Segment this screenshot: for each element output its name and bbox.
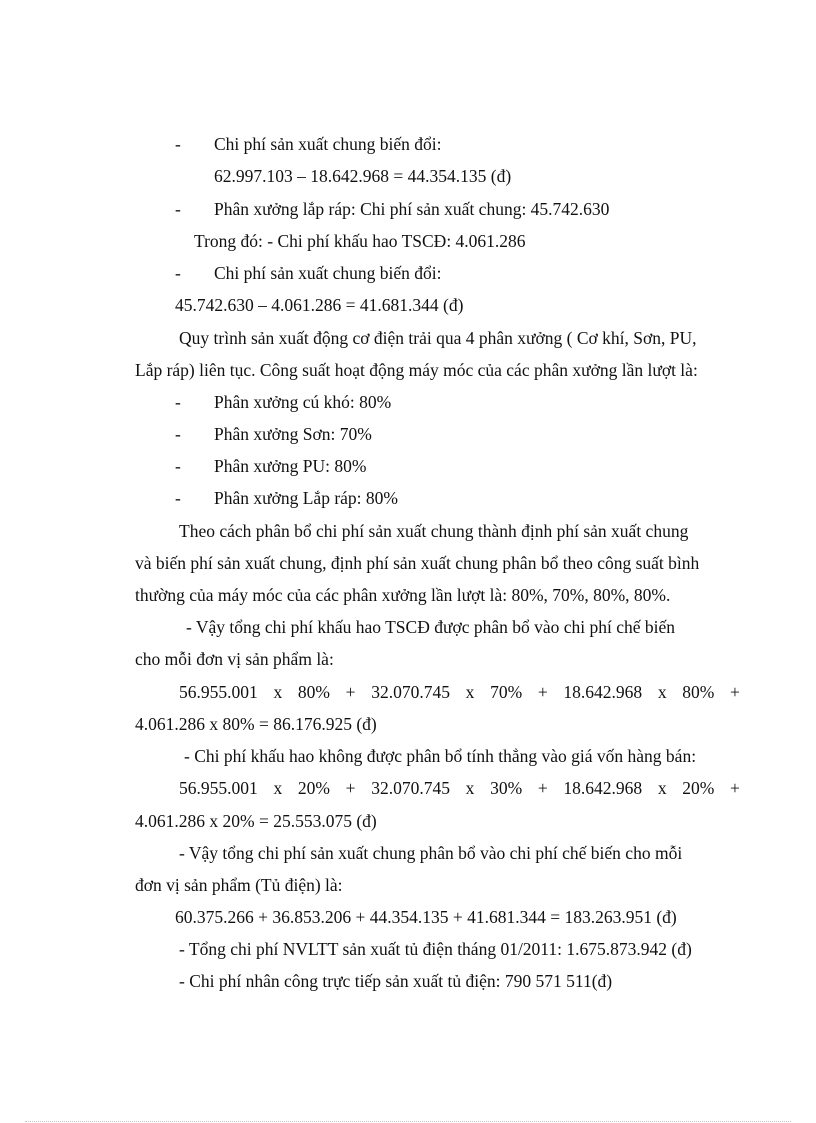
bullet-dash: - [175,488,181,508]
unallocated-formula-line [179,777,740,799]
formula-term: 20% [682,778,715,798]
allocation-paragraph-line: và biến phí sản xuất chung, định phí sản xuất chung phân bổ theo công suất bình [135,553,700,573]
bullet-dash: - [175,134,181,154]
direct-labor-cost: - Chi phí nhân công trực tiếp sản xuất tủ điện: 790 571 511(đ) [179,971,613,991]
total-overhead-formula: 60.375.266 + 36.853.206 + 44.354.135 + 41.681.344 = 183.263.951 (đ) [175,907,677,927]
formula-term: x [273,778,283,798]
variable-overhead-heading: Chi phí sản xuất chung biến đổi: [214,134,442,154]
allocated-formula-result: 4.061.286 x 80% = 86.176.925 (đ) [135,714,377,734]
formula-term: 18.642.968 [563,682,643,702]
process-paragraph-line: Quy trình sản xuất động cơ điện trải qua 4 phân xưởng ( Cơ khí, Sơn, PU, [179,328,697,348]
formula-term: + [730,682,740,702]
formula-term: 80% [297,682,330,702]
unallocated-formula-result: 4.061.286 x 20% = 25.553.075 (đ) [135,811,377,831]
allocated-depreciation-heading: - Vậy tổng chi phí khấu hao TSCĐ được phân bổ vào chi phí chế biến [186,617,676,637]
total-overhead-heading: - Vậy tổng chi phí sản xuất chung phân bổ vào chi phí chế biến cho mỗi [179,843,683,863]
formula-term: + [730,778,740,798]
allocation-paragraph-line: thường của máy móc của các phân xưởng lần lượt là: 80%, 70%, 80%, 80%. [135,585,671,605]
total-overhead-heading: đơn vị sản phẩm (Tủ điện) là: [135,875,343,895]
allocation-paragraph-line: Theo cách phân bổ chi phí sản xuất chung thành định phí sản xuất chung [179,521,689,541]
formula-term: 20% [297,778,330,798]
bullet-dash: - [175,199,181,219]
formula-term: + [537,778,548,798]
unallocated-depreciation-heading: - Chi phí khấu hao không được phân bổ tính thẳng vào giá vốn hàng bán: [184,746,697,766]
depreciation-line: Trong đó: - Chi phí khấu hao TSCĐ: 4.061.286 [194,231,526,251]
bullet-dash: - [175,263,181,283]
footer-divider [25,1121,791,1122]
formula-term: 32.070.745 [371,682,450,702]
workshop-capacity-item: Phân xưởng Sơn: 70% [214,424,372,444]
formula-term: + [537,682,548,702]
workshop-capacity-item: Phân xưởng Lắp ráp: 80% [214,488,398,508]
formula-term: 32.070.745 [371,778,450,798]
formula-term: + [345,682,356,702]
workshop-capacity-item: Phân xưởng cú khó: 80% [214,392,392,412]
formula-term: 80% [682,682,715,702]
variable-overhead-formula: 62.997.103 – 18.642.968 = 44.354.135 (đ) [214,166,512,186]
variable-overhead-heading: Chi phí sản xuất chung biến đổi: [214,263,442,283]
formula-term: 30% [490,778,523,798]
formula-term: x [657,682,667,702]
formula-term: 18.642.968 [563,778,643,798]
bullet-dash: - [175,424,181,444]
bullet-dash: - [175,456,181,476]
formula-term: 70% [490,682,523,702]
formula-term: x [657,778,667,798]
assembly-workshop-overhead: Phân xưởng lắp ráp: Chi phí sản xuất chung: 45.742.630 [214,199,610,219]
formula-term: x [465,778,475,798]
formula-term: x [273,682,283,702]
assembly-variable-formula: 45.742.630 – 4.061.286 = 41.681.344 (đ) [175,295,464,315]
allocated-formula-line [179,681,740,703]
formula-term: x [465,682,475,702]
formula-term: 56.955.001 [179,778,258,798]
process-paragraph-line: Lắp ráp) liên tục. Công suất hoạt động máy móc của các phân xưởng lần lượt là: [135,360,698,380]
formula-term: + [345,778,356,798]
direct-material-cost: - Tổng chi phí NVLTT sản xuất tủ điện tháng 01/2011: 1.675.873.942 (đ) [179,939,692,959]
allocated-depreciation-heading: cho mỗi đơn vị sản phẩm là: [135,649,334,669]
bullet-dash: - [175,392,181,412]
workshop-capacity-item: Phân xưởng PU: 80% [214,456,367,476]
formula-term: 56.955.001 [179,682,258,702]
